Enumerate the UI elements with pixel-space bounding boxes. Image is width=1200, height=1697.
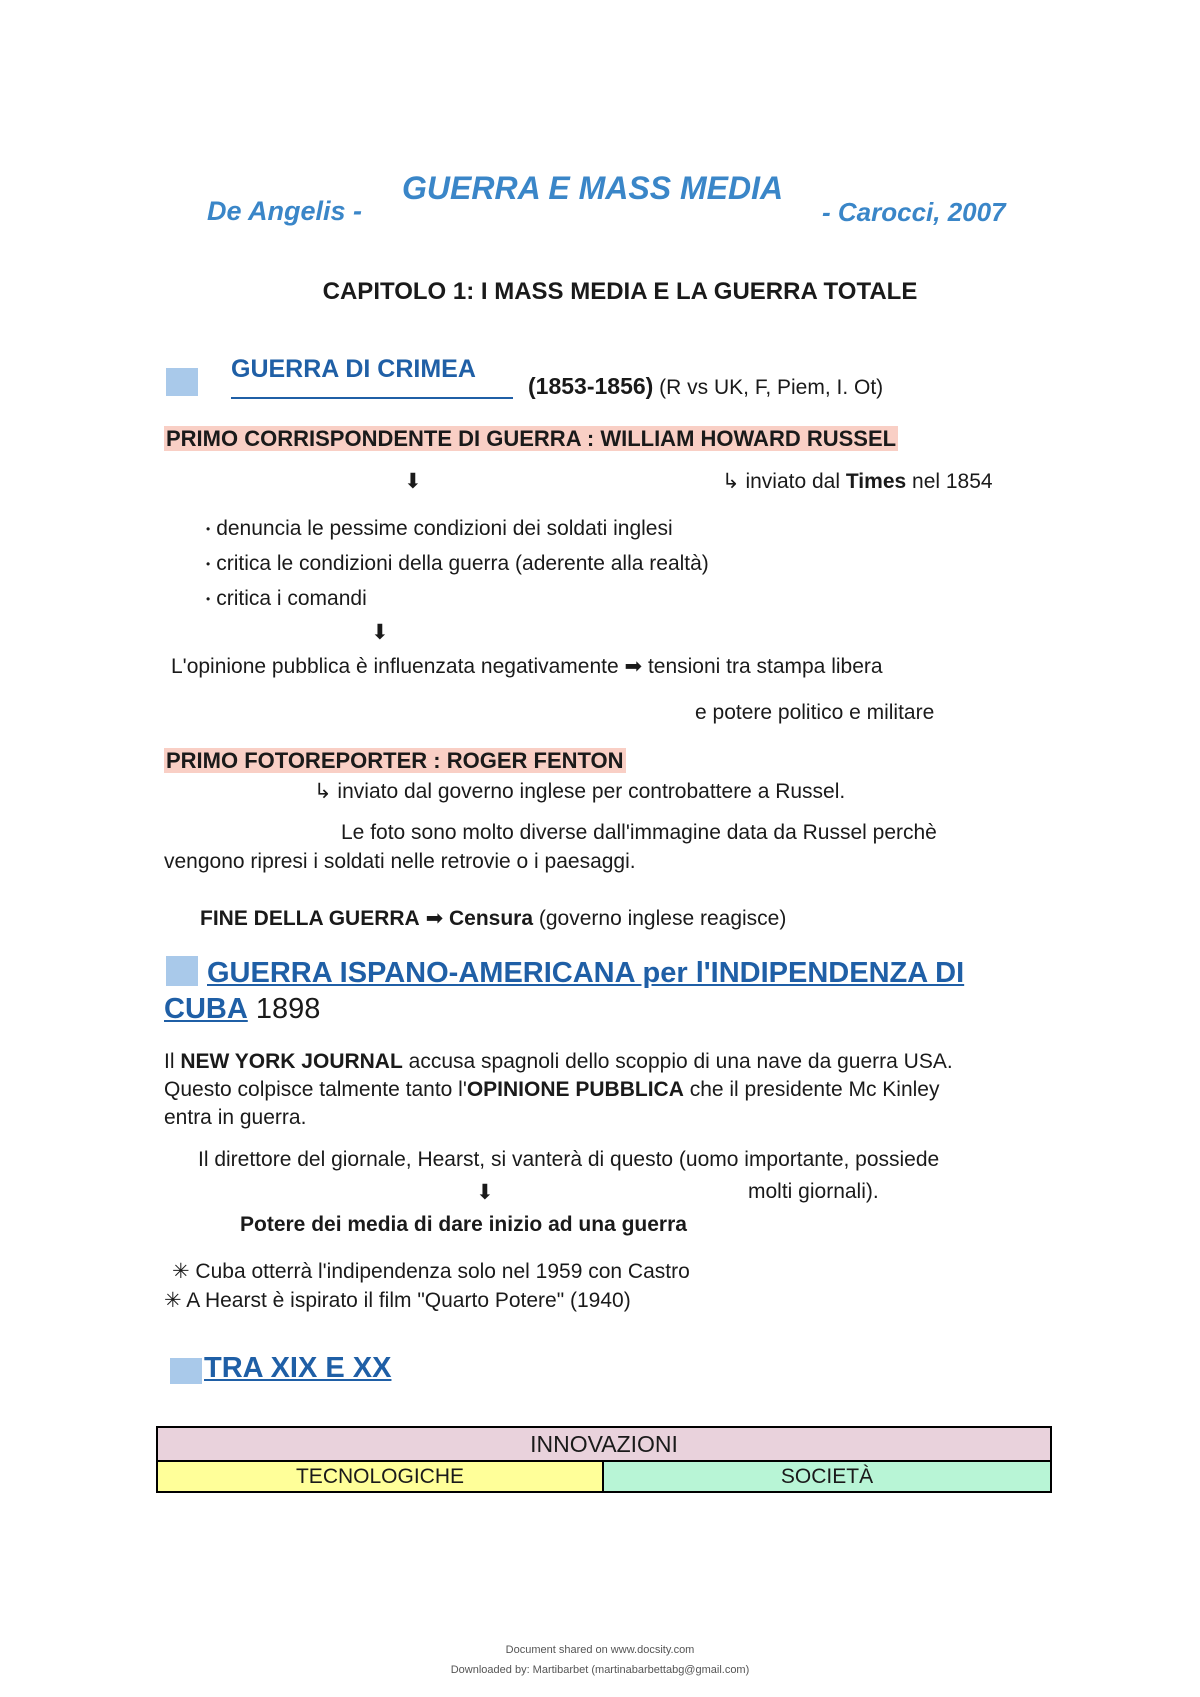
sent-post: nel 1854 [906,470,993,493]
p1-bold: NEW YORK JOURNAL [180,1050,403,1073]
cuba-paragraph-line2 [164,1078,939,1102]
publisher-label: - Carocci, 2007 [822,197,1006,227]
hearst-line: Il direttore del giornale, Hearst, si vanterà di questo (uomo importante, possiede [198,1148,940,1171]
cuba-paragraph-line1 [164,1050,953,1074]
note-item: ✳ A Hearst è ispirato il film "Quarto Potere" (1940) [164,1289,631,1312]
return-arrow-icon: ↳ [722,470,740,493]
note-item: ✳ Cuba otterrà l'indipendenza solo nel 1959 con Castro [172,1260,690,1283]
end-rest: (governo inglese reagisce) [533,907,787,930]
right-arrow-icon: ➡ [419,907,449,930]
innovations-table [156,1426,1052,1493]
arrow-down-icon: ⬇ [404,470,422,493]
cuba-heading-line1: GUERRA ISPANO-AMERICANA per l'INDIPENDENZA DI [207,957,965,989]
end-of-war-line [200,906,786,931]
footer-shared: Document shared on www.docsity.com [505,1644,695,1656]
bullet-icon: • [206,522,211,537]
correspondent-line [164,426,898,452]
photo-sent-line: ↳ inviato dal governo inglese per controbattere a Russel. [314,780,846,803]
footer-downloaded: Downloaded by: Martibarbet (martinabarbettabg@gmail.com) [450,1664,750,1676]
table-cell-society: SOCIETÀ [604,1462,1050,1491]
arrow-down-icon: ⬇ [476,1181,494,1204]
list-item [206,587,367,611]
table-cell-technological: TECNOLOGICHE [158,1462,604,1491]
p2-pre: Questo colpisce talmente tanto l' [164,1078,467,1101]
photoreporter-highlight: PRIMO FOTOREPORTER : ROGER FENTON [166,748,624,773]
correspondent-highlight: PRIMO CORRISPONDENTE DI GUERRA : WILLIAM HOWARD RUSSEL [166,426,897,451]
table-header: INNOVAZIONI [158,1428,1050,1462]
p2-post: che il presidente Mc Kinley [683,1078,940,1101]
list-item [206,552,709,576]
cuba-heading-cuba: CUBA [164,993,248,1025]
bullet-icon: • [206,557,211,572]
table-row [158,1462,1050,1491]
cuba-heading-line2 [164,993,320,1026]
chapter-title: CAPITOLO 1: I MASS MEDIA E LA GUERRA TOTALE [322,278,918,305]
author-label: De Angelis - [207,196,363,226]
document-title: GUERRA E MASS MEDIA [402,170,784,206]
crimea-dates-line [528,373,883,400]
opinion-line-continued: e potere politico e militare [695,701,935,724]
opinion-line: L'opinione pubblica è influenzata negativamente ➡ tensioni tra stampa libera [171,655,883,678]
crimea-dates: (1853-1856) [528,373,654,399]
p2-bold: OPINIONE PUBBLICA [466,1078,684,1101]
arrow-down-icon: ⬇ [371,621,389,644]
cuba-paragraph-line3: entra in guerra. [164,1106,307,1129]
bullet-text: denuncia le pessime condizioni dei soldati inglesi [216,517,673,540]
crimea-sides: (R vs UK, F, Piem, I. Ot) [653,376,884,399]
media-power-line: Potere dei media di dare inizio ad una guerra [240,1213,687,1236]
crimea-heading: GUERRA DI CRIMEA [231,355,476,383]
hearst-line-continued: molti giornali). [748,1180,879,1203]
bullet-icon: • [206,592,211,607]
end-bold-2: Censura [449,907,534,930]
section3-heading: TRA XIX E XX [204,1352,392,1384]
section-marker-icon [166,368,198,396]
bullet-text: critica le condizioni della guerra (aderente alla realtà) [216,552,709,575]
photoreporter-line [164,748,626,774]
sent-times: Times [845,470,907,493]
end-bold-1: FINE DELLA GUERRA [200,907,420,930]
section-marker-icon [166,956,198,986]
photo-desc-line2: vengono ripresi i soldati nelle retrovie o i paesaggi. [164,850,636,873]
cuba-heading-year: 1898 [247,993,321,1025]
sent-pre: inviato dal [745,470,846,493]
crimea-heading-underline [231,397,513,399]
p1-pre: Il [164,1050,181,1073]
photo-desc-line1: Le foto sono molto diverse dall'immagine data da Russel perchè [341,821,937,844]
section-marker-icon [170,1358,202,1384]
p1-post: accusa spagnoli dello scoppio di una nave da guerra USA. [402,1050,953,1073]
sent-line [722,469,993,494]
bullet-text: critica i comandi [216,587,367,610]
list-item [206,517,673,541]
